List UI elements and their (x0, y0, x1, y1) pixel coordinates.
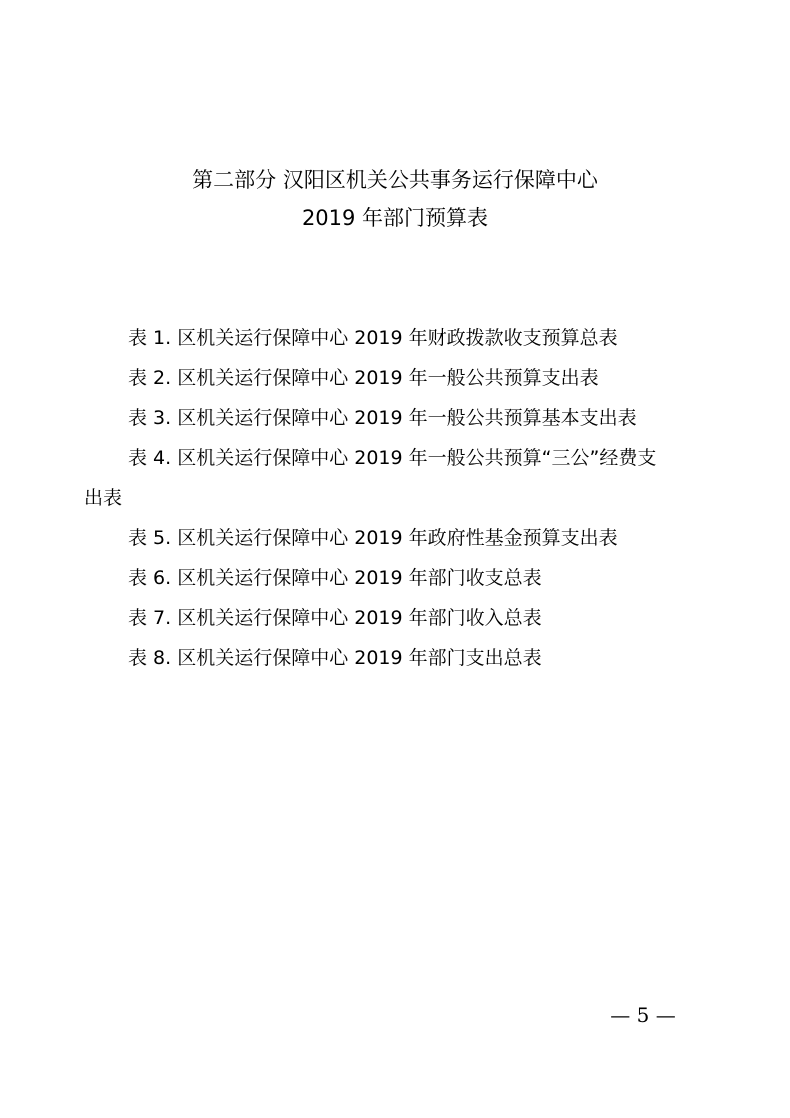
toc-item-table-8: 表 8. 区机关运行保障中心 2019 年部门支出总表 (128, 647, 542, 669)
document-title: 第二部分 汉阳区机关公共事务运行保障中心 (192, 168, 598, 192)
toc-item-table-6: 表 6. 区机关运行保障中心 2019 年部门收支总表 (128, 567, 542, 589)
toc-item-table-1: 表 1. 区机关运行保障中心 2019 年财政拨款收支预算总表 (128, 327, 618, 349)
toc-item-table-4-continuation: 出表 (84, 487, 123, 509)
toc-item-table-7: 表 7. 区机关运行保障中心 2019 年部门收入总表 (128, 607, 542, 629)
document-subtitle: 2019 年部门预算表 (301, 206, 489, 230)
toc-item-table-4: 表 4. 区机关运行保障中心 2019 年一般公共预算“三公”经费支 (128, 447, 657, 469)
toc-item-table-3: 表 3. 区机关运行保障中心 2019 年一般公共预算基本支出表 (128, 407, 637, 429)
toc-item-table-5: 表 5. 区机关运行保障中心 2019 年政府性基金预算支出表 (128, 527, 618, 549)
toc-item-table-2: 表 2. 区机关运行保障中心 2019 年一般公共预算支出表 (128, 367, 599, 389)
page-number: — 5 — (610, 1003, 676, 1027)
